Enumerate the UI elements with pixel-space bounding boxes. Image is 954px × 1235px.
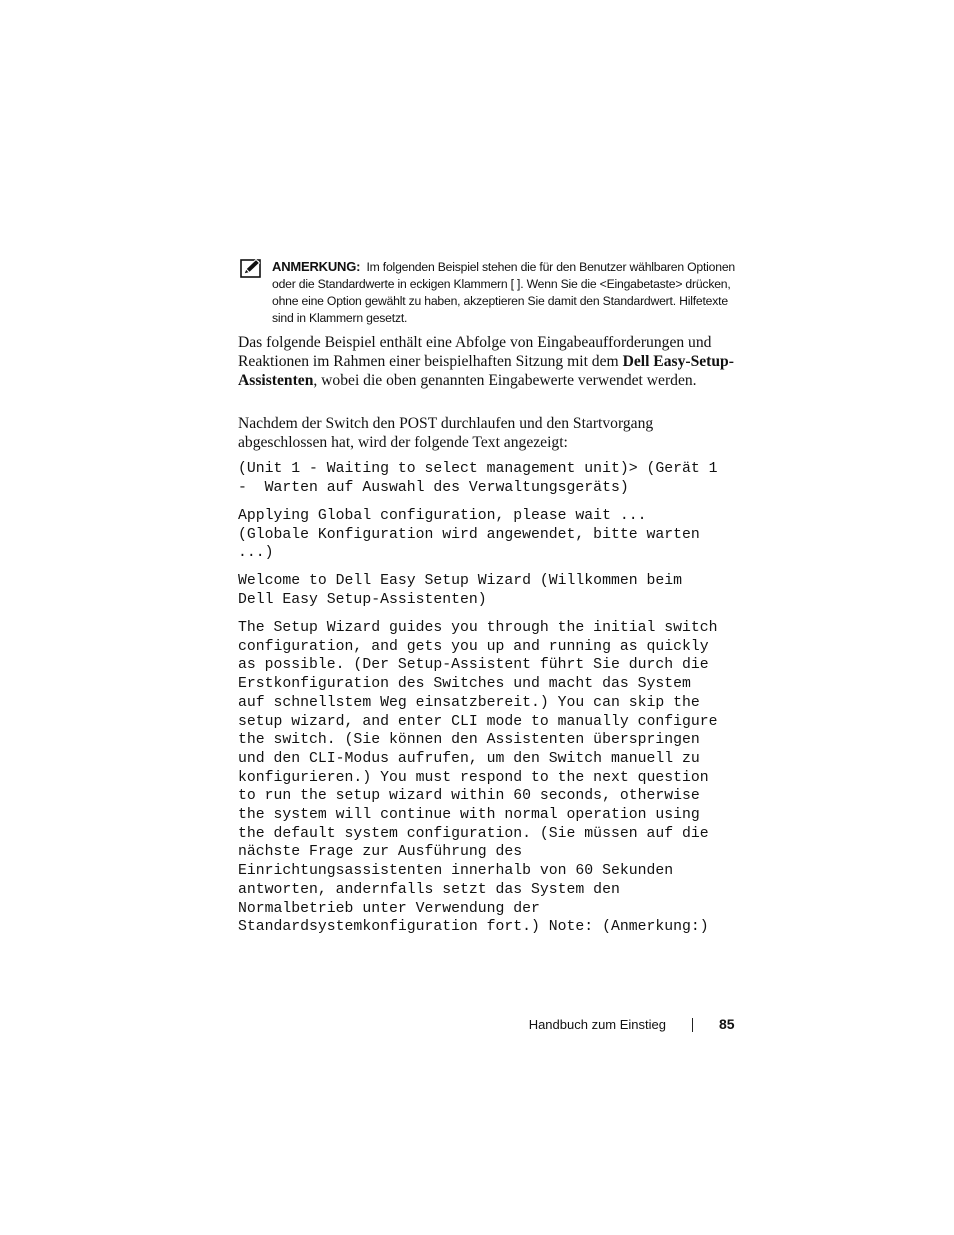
- code-block-applying-config: Applying Global configuration, please wait ... (Globale Konfiguration wird angewendet, bitte warten ...): [238, 508, 700, 562]
- note-label: ANMERKUNG:: [272, 259, 361, 274]
- wizard-name: Dell Easy-Setup-Assistenten: [238, 353, 734, 389]
- footer-separator: [692, 1018, 693, 1032]
- note-text-block: [272, 258, 740, 327]
- note-box: [240, 258, 740, 327]
- intro-paragraph: [238, 333, 743, 390]
- page-number: 85: [719, 1016, 735, 1032]
- post-paragraph: Nachdem der Switch den POST durchlaufen und den Startvorgang abgeschlossen hat, wird der folgende Text angezeigt:: [238, 415, 654, 451]
- pencil-note-icon: [240, 258, 262, 278]
- page-footer: [0, 1014, 954, 1036]
- footer-title: Handbuch zum Einstieg: [528, 1017, 666, 1032]
- code-block-unit-wait: (Unit 1 - Waiting to select management unit)> (Gerät 1 - Warten auf Auswahl des Verwaltungsgeräts): [238, 461, 718, 496]
- note-body: Im folgenden Beispiel stehen die für den Benutzer wählbaren Optionen oder die Standardwerte in eckigen Klammern [ ]. Wenn Sie die <Eingabetaste> drücken, ohne eine Option gewählt zu haben, akzeptieren Sie damit den Standardwert. Hilfetexte sind in Klammern gesetzt.: [272, 260, 735, 325]
- code-block-wizard-description: The Setup Wizard guides you through the initial switch configuration, and gets you up and running as quickly as possible. (Der Setup-Assistent führt Sie durch die Erstkonfiguration des Switches und macht das System auf schnellstem Weg einsatzbereit.) You can skip the setup wizard, and enter CLI mode to manually configure the switch. (Sie können den Assistenten überspringen und den CLI-Modus aufrufen, um den Switch manuell zu konfigurieren.) You must respond to the next question to run the setup wizard within 60 seconds, otherwise the system will continue with normal operation using the default system configuration. (Sie müssen auf die nächste Frage zur Ausführung des Einrichtungsassistenten innerhalb von 60 Sekunden antworten, andernfalls setzt das System den Normalbetrieb unter Verwendung der Standardsystemkonfiguration fort.) Note: (Anmerkung:): [238, 620, 718, 936]
- code-block-welcome: Welcome to Dell Easy Setup Wizard (Willkommen beim Dell Easy Setup-Assistenten): [238, 573, 682, 608]
- intro-text-after: , wobei die oben genannten Eingabewerte verwendet werden.: [313, 372, 697, 389]
- intro-text-before: Das folgende Beispiel enthält eine Abfolge von Eingabeaufforderungen und Reaktionen im Rahmen einer beispielhaften Sitzung mit dem: [238, 334, 712, 370]
